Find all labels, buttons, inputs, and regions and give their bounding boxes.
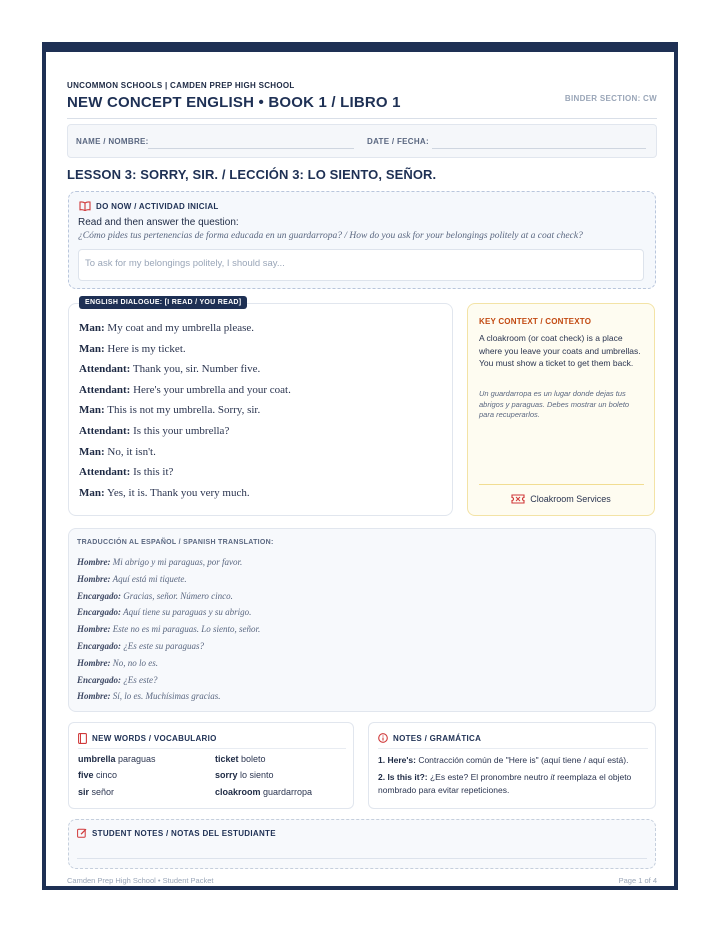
translation-lines xyxy=(77,554,260,705)
dialogue-line xyxy=(79,339,291,360)
vocab-meaning: señor xyxy=(91,787,115,797)
dialogue-line xyxy=(79,380,291,401)
cloakroom-services xyxy=(468,494,654,504)
name-label: NAME / NOMBRE: xyxy=(76,137,149,146)
do-now-translation: ¿Cómo pides tus pertenencias de forma educada en un guardarropa? / How do you ask for your belongings politely at a coat check? xyxy=(78,231,583,241)
vocab-item xyxy=(78,770,117,780)
context-divider xyxy=(479,484,644,485)
vocab-item xyxy=(78,787,114,797)
translation-speaker: Encargado: xyxy=(77,640,122,651)
translation-speaker: Encargado: xyxy=(77,674,122,685)
dialogue-speaker: Man: xyxy=(79,322,105,334)
dialogue-line xyxy=(79,462,291,483)
notes-header xyxy=(378,733,481,743)
header-divider xyxy=(67,118,657,119)
dialogue-text: Here is my ticket. xyxy=(107,342,186,355)
notes-title: NOTES / GRAMÁTICA xyxy=(393,733,482,743)
vocab-meaning: cinco xyxy=(96,770,118,780)
context-spanish: Un guardarropa es un lugar donde dejas tus abrigos y paraguas. Debes mostrar un boleto para recuperarlos. xyxy=(479,389,630,419)
note-text: Contracción común de "Here is" (aquí tiene / aquí está). xyxy=(418,755,629,765)
translation-text: ¿Es este su paraguas? xyxy=(123,640,205,651)
translation-text: ¿Es este? xyxy=(123,674,158,685)
dialogue-text: Thank you, sir. Number five. xyxy=(132,363,261,376)
translation-line xyxy=(77,655,260,672)
student-notes-title: STUDENT NOTES / NOTAS DEL ESTUDIANTE xyxy=(92,828,276,838)
dialogue-line xyxy=(79,421,291,442)
do-now-box xyxy=(68,191,656,289)
ticket-icon xyxy=(511,494,525,504)
info-icon xyxy=(378,733,388,743)
vocab-item xyxy=(78,754,156,764)
vocab-item xyxy=(215,754,266,764)
translation-speaker: Encargado: xyxy=(77,607,122,618)
dialogue-line xyxy=(79,400,291,421)
service-label: Cloakroom Services xyxy=(530,494,611,504)
translation-line xyxy=(77,604,260,621)
translation-speaker: Hombre: xyxy=(77,691,111,702)
vocab-word: sir xyxy=(78,787,90,797)
dialogue-speaker: Attendant: xyxy=(79,383,131,396)
vocab-word: sorry xyxy=(215,770,238,780)
context-title: KEY CONTEXT / CONTEXTO xyxy=(479,317,592,326)
dialogue-text: Yes, it is. Thank you very much. xyxy=(107,486,250,499)
dialogue-speaker: Attendant: xyxy=(79,363,131,376)
date-field[interactable] xyxy=(432,148,646,149)
key-context-box xyxy=(467,303,655,516)
course-title: NEW CONCEPT ENGLISH • BOOK 1 / LIBRO 1 xyxy=(67,94,401,111)
vocabulary-title: NEW WORDS / VOCABULARIO xyxy=(92,734,217,743)
note-label: 2. Is this it?: xyxy=(378,772,428,782)
translation-line xyxy=(77,621,260,638)
page-number: Page 1 of 4 xyxy=(618,876,657,885)
translation-text: Mi abrigo y mi paraguas, por favor. xyxy=(112,557,243,567)
student-notes-header xyxy=(77,828,276,838)
writing-line xyxy=(77,858,647,859)
dialogue-speaker: Attendant: xyxy=(79,466,131,479)
translation-speaker: Hombre: xyxy=(77,573,111,584)
dialogue-line xyxy=(79,442,291,463)
notes-divider xyxy=(378,748,648,749)
dialogue-speaker: Man: xyxy=(79,486,105,499)
translation-header: TRADUCCIÓN AL ESPAÑOL / SPANISH TRANSLATION: xyxy=(77,539,274,546)
do-now-prompt: Read and then answer the question: xyxy=(78,217,239,228)
do-now-answer-field[interactable]: To ask for my belongings politely, I should say... xyxy=(78,249,644,281)
translation-speaker: Hombre: xyxy=(77,557,111,567)
translation-speaker: Encargado: xyxy=(77,590,122,601)
dialogue-text: My coat and my umbrella please. xyxy=(107,322,255,334)
dialogue-text: Here's your umbrella and your coat. xyxy=(133,383,291,396)
vocab-meaning: guardarropa xyxy=(263,787,313,797)
vocab-word: cloakroom xyxy=(215,787,261,797)
lesson-title: LESSON 3: SORRY, SIR. / LECCIÓN 3: LO SIENTO, SEÑOR. xyxy=(67,167,437,182)
translation-text: Este no es mi paraguas. Lo siento, señor. xyxy=(112,624,261,635)
translation-line xyxy=(77,688,260,705)
worksheet-page xyxy=(42,42,678,890)
vocab-meaning: paraguas xyxy=(118,754,156,764)
dialogue-text: No, it isn't. xyxy=(107,445,156,458)
do-now-header xyxy=(79,201,219,211)
book-open-icon xyxy=(79,201,91,211)
dialogue-speaker: Man: xyxy=(79,404,105,417)
context-english: A cloakroom (or coat check) is a place where you leave your coats and umbrellas. You must show a ticket to get them back. xyxy=(479,333,641,368)
vocab-word: ticket xyxy=(215,754,239,764)
note-text: reemplaza el objeto nombrado para evitar repeticiones. xyxy=(378,772,632,795)
dialogue-badge: ENGLISH DIALOGUE: [I READ / YOU READ] xyxy=(79,296,247,309)
edit-icon xyxy=(77,828,87,838)
spanish-translation-box xyxy=(68,528,656,712)
translation-line xyxy=(77,554,260,571)
grammar-note xyxy=(378,754,652,766)
dialogue-lines xyxy=(79,318,291,503)
dialogue-speaker: Man: xyxy=(79,445,105,458)
note-label: 1. Here's: xyxy=(378,755,416,765)
translation-speaker: Hombre: xyxy=(77,624,111,635)
dialogue-line xyxy=(79,483,291,504)
dialogue-speaker: Man: xyxy=(79,342,105,355)
note-text: ¿Es este? El pronombre neutro xyxy=(429,772,549,782)
translation-line xyxy=(77,571,260,588)
translation-line xyxy=(77,672,260,689)
translation-text: No, no lo es. xyxy=(112,657,159,668)
dialogue-box xyxy=(68,303,453,516)
translation-text: Aquí tiene su paraguas y su abrigo. xyxy=(123,607,252,618)
vocab-meaning: boleto xyxy=(241,754,266,764)
book-icon xyxy=(78,733,87,744)
dialogue-text: Is this your umbrella? xyxy=(133,424,230,437)
vocabulary-header xyxy=(78,733,217,744)
grammar-notes-box xyxy=(368,722,656,809)
binder-section: BINDER SECTION: CW xyxy=(564,94,657,103)
dialogue-text: Is this it? xyxy=(133,466,174,479)
name-date-box xyxy=(67,124,657,158)
school-name: UNCOMMON SCHOOLS | CAMDEN PREP HIGH SCHOOL xyxy=(67,81,295,90)
name-field[interactable] xyxy=(148,148,354,149)
footer-left: Camden Prep High School • Student Packet xyxy=(67,876,214,885)
translation-speaker: Hombre: xyxy=(77,657,111,668)
translation-text: Gracias, señor. Número cinco. xyxy=(123,590,233,601)
grammar-note xyxy=(378,771,652,797)
student-notes-box[interactable] xyxy=(68,819,656,869)
note-emphasis: it xyxy=(550,772,555,782)
vocab-meaning: lo siento xyxy=(240,770,274,780)
translation-line xyxy=(77,638,260,655)
vocabulary-divider xyxy=(78,748,346,749)
vocab-item xyxy=(215,787,312,797)
dialogue-line xyxy=(79,359,291,380)
do-now-title: DO NOW / ACTIVIDAD INICIAL xyxy=(96,201,219,211)
vocab-item xyxy=(215,770,274,780)
translation-text: Aquí está mi tiquete. xyxy=(112,573,187,584)
dialogue-text: This is not my umbrella. Sorry, sir. xyxy=(107,404,261,417)
translation-text: Sí, lo es. Muchísimas gracias. xyxy=(112,691,221,702)
vocab-word: five xyxy=(78,770,94,780)
vocabulary-box xyxy=(68,722,354,809)
dialogue-line xyxy=(79,318,291,339)
translation-line xyxy=(77,588,260,605)
vocab-word: umbrella xyxy=(78,754,116,764)
dialogue-speaker: Attendant: xyxy=(79,424,131,437)
date-label: DATE / FECHA: xyxy=(367,137,429,146)
